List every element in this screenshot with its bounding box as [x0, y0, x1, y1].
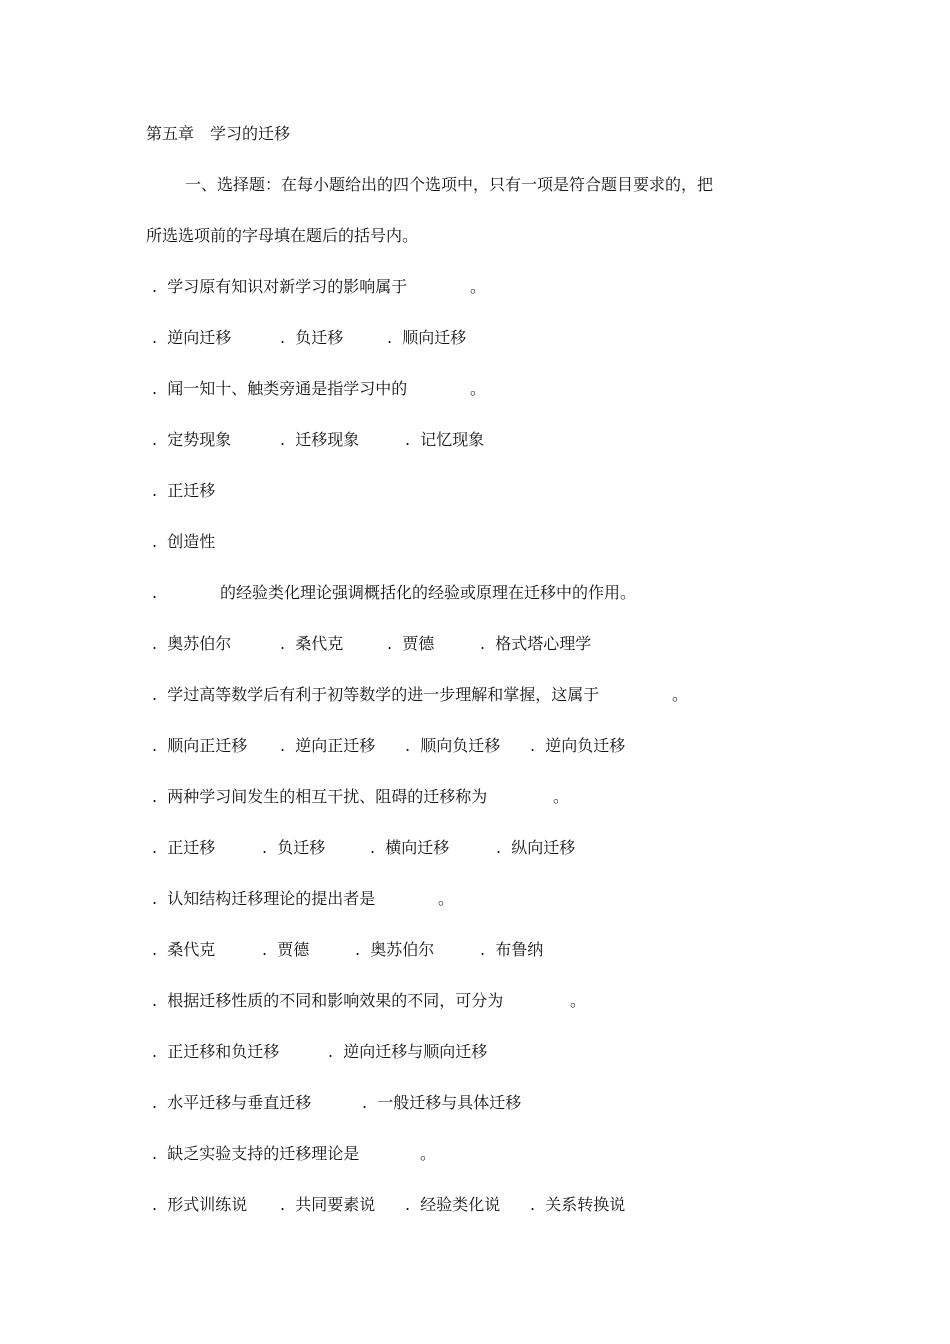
instructions-line-1: 一、选择题：在每小题给出的四个选项中，只有一项是符合题目要求的，把: [185, 175, 714, 194]
answer-blank-tail: 。: [420, 1144, 437, 1163]
option: . 一般迁移与具体迁移: [362, 1093, 522, 1112]
option: . 形式训练说: [152, 1195, 248, 1214]
option: . 迁移现象: [280, 430, 360, 449]
option: . 创造性: [152, 532, 216, 551]
question-stem: . 认知结构迁移理论的提出者是: [152, 889, 376, 908]
option: . 格式塔心理学: [480, 634, 592, 653]
option: . 桑代克: [152, 940, 216, 959]
answer-blank-tail: 。: [470, 277, 487, 296]
answer-blank-tail: 。: [553, 787, 570, 806]
option: . 逆向迁移: [152, 328, 232, 347]
option: . 奥苏伯尔: [152, 634, 232, 653]
option: . 纵向迁移: [496, 838, 576, 857]
option: . 贾德: [262, 940, 310, 959]
answer-blank-tail: 。: [570, 991, 587, 1010]
option: . 顺向迁移: [387, 328, 467, 347]
option: . 逆向负迁移: [530, 736, 626, 755]
option: . 布鲁纳: [480, 940, 544, 959]
option: . 逆向迁移与顺向迁移: [328, 1042, 488, 1061]
option: . 横向迁移: [370, 838, 450, 857]
option: . 顺向正迁移: [152, 736, 248, 755]
option: . 经验类化说: [405, 1195, 501, 1214]
option: . 桑代克: [280, 634, 344, 653]
question-stem: . 学习原有知识对新学习的影响属于: [152, 277, 408, 296]
option: . 贾德: [387, 634, 435, 653]
question-stem: . 两种学习间发生的相互干扰、阻碍的迁移称为: [152, 787, 488, 806]
chapter-title: 第五章 学习的迁移: [146, 124, 291, 143]
option: . 定势现象: [152, 430, 232, 449]
question-stem: . 缺乏实验支持的迁移理论是: [152, 1144, 360, 1163]
option: . 水平迁移与垂直迁移: [152, 1093, 312, 1112]
option: . 逆向正迁移: [280, 736, 376, 755]
answer-blank-tail: 。: [438, 889, 455, 908]
option: . 顺向负迁移: [405, 736, 501, 755]
answer-blank-tail: 。: [470, 379, 487, 398]
option: . 共同要素说: [280, 1195, 376, 1214]
question-stem: . 学过高等数学后有利于初等数学的进一步理解和掌握，这属于: [152, 685, 600, 704]
option: . 正迁移: [152, 838, 216, 857]
option: . 正迁移: [152, 481, 216, 500]
option: . 记忆现象: [405, 430, 485, 449]
question-stem: . 闻一知十、触类旁通是指学习中的: [152, 379, 408, 398]
answer-blank-tail: 。: [672, 685, 689, 704]
option: . 正迁移和负迁移: [152, 1042, 280, 1061]
question-stem: . 根据迁移性质的不同和影响效果的不同，可分为: [152, 991, 504, 1010]
instructions-line-2: 所选选项前的字母填在题后的括号内。: [146, 226, 419, 245]
option: . 负迁移: [262, 838, 326, 857]
option: . 奥苏伯尔: [355, 940, 435, 959]
question-number-dot: .: [152, 583, 158, 602]
question-stem: 的经验类化理论强调概括化的经验或原理在迁移中的作用。: [220, 583, 637, 602]
option: . 负迁移: [280, 328, 344, 347]
option: . 关系转换说: [530, 1195, 626, 1214]
